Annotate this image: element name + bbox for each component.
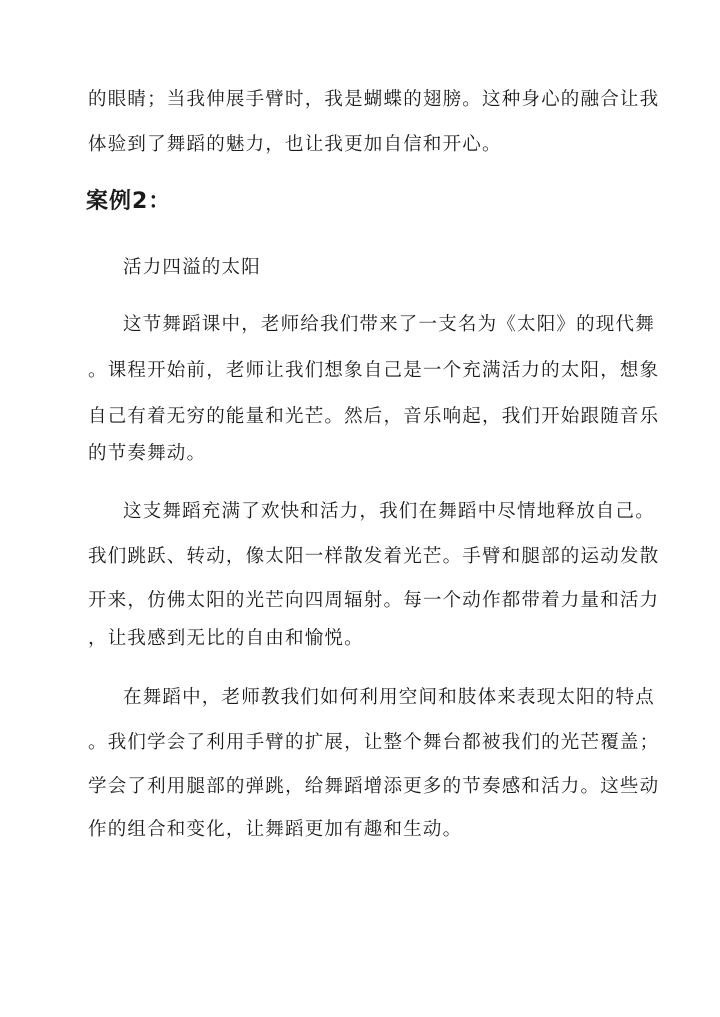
paragraph-1-line-1: 这节舞蹈课中，老师给我们带来了一支名为《太阳》的现代舞 [123,314,655,335]
paragraph-3-line-1: 在舞蹈中，老师教我们如何利用空间和肢体来表现太阳的特点 [123,687,655,708]
intro-line-1: 的眼睛；当我伸展手臂时，我是蝴蝶的翅膀。这种身心的融合让我 [88,89,660,110]
paragraph-1-line-2: 。课程开始前，老师让我们想象自己是一个充满活力的太阳，想象 [88,360,660,381]
paragraph-3-line-2: 。我们学会了利用手臂的扩展，让整个舞台都被我们的光芒覆盖； [88,732,660,753]
paragraph-2-line-2: 我们跳跃、转动，像太阳一样散发着光芒。手臂和腿部的运动发散 [88,546,660,567]
paragraph-1-line-4: 的节奏舞动。 [88,443,207,464]
paragraph-1-line-3: 自己有着无穷的能量和光芒。然后，音乐响起，我们开始跟随音乐 [88,406,660,427]
intro-line-2: 体验到了舞蹈的魅力，也让我更加自信和开心。 [88,134,502,155]
paragraph-2-line-3: 开来，仿佛太阳的光芒向四周辐射。每一个动作都带着力量和活力 [88,590,660,611]
paragraph-3-line-3: 学会了利用腿部的弹跳，给舞蹈增添更多的节奏感和活力。这些动 [88,776,660,797]
paragraph-2-line-1: 这支舞蹈充满了欢快和活力，我们在舞蹈中尽情地释放自己。 [123,501,655,522]
paragraph-2-line-4: ，让我感到无比的自由和愉悦。 [88,628,364,649]
case-heading: 案例2： [86,189,172,214]
paragraph-3-line-4: 作的组合和变化，让舞蹈更加有趣和生动。 [88,819,463,840]
case-title: 活力四溢的太阳 [123,257,261,278]
